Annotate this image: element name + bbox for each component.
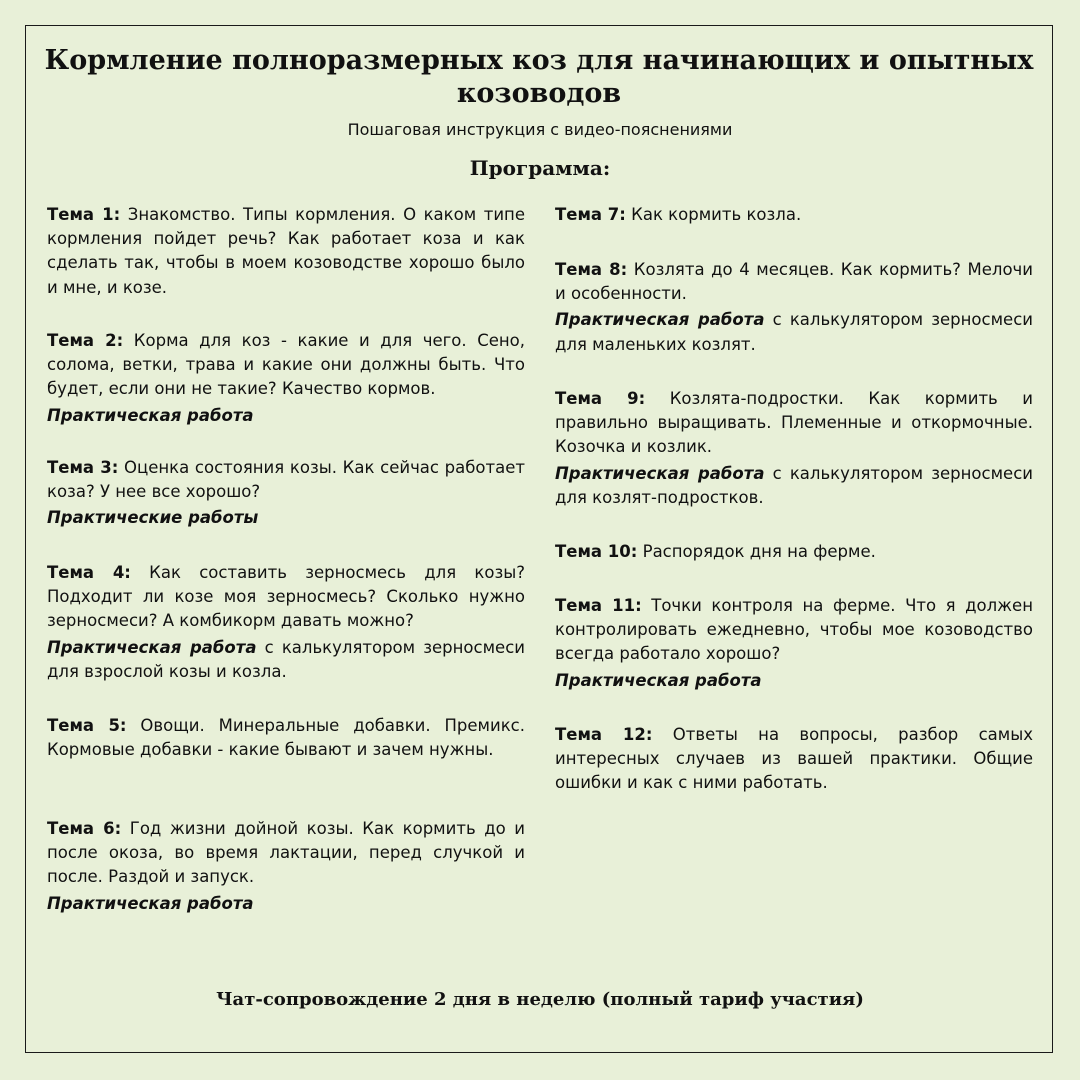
topic-label: Тема 7: (555, 205, 626, 224)
topic-text: Знакомство. Типы кормления. О каком типе кормления пойдет речь? Как работает коза и как сделать так, чтобы в моем козоводстве хорошо было и мне, и козе. (47, 205, 525, 297)
topic-text: Козлята-подростки. Как кормить и правильно выращивать. Племенные и откормочные. Козочка и козлик. (555, 389, 1034, 457)
practice-label: Практическая работа (47, 405, 254, 425)
practice-label: Практические работы (47, 508, 259, 528)
page-subtitle: Пошаговая инструкция с видео-пояснениями (347, 120, 733, 139)
topic-text: Ответы на вопросы, разбор самых интересных случаев из вашей практики. Общие ошибки и как с ними работать. (555, 725, 1034, 793)
topic-text: Точки контроля на ферме. Что я должен контролировать ежедневно, чтобы мое козоводство всегда работало хорошо? (555, 596, 1033, 664)
topic-label: Тема 4: (47, 563, 131, 582)
practice-label: Практическая работа (47, 637, 257, 657)
topic-text: Год жизни дойной козы. Как кормить до и после окоза, во время лактации, перед случкой и после. Раздой и запуск. (47, 819, 526, 887)
topic-practice (555, 308, 1033, 356)
practice-label: Практическая работа (47, 893, 254, 913)
topic-practice (555, 462, 1033, 510)
program-heading: Программа: (469, 156, 611, 180)
topic-7 (555, 203, 1033, 227)
topic-9 (555, 387, 1033, 510)
topic-label: Тема 12: (555, 725, 653, 744)
topic-text: Как кормить козла. (631, 205, 802, 224)
topic-practice (47, 404, 525, 428)
topic-11 (555, 594, 1033, 693)
topic-label: Тема 5: (47, 716, 127, 735)
topic-text: Распорядок дня на ферме. (642, 542, 876, 561)
topic-8 (555, 258, 1033, 357)
topic-text: Козлята до 4 месяцев. Как кормить? Мелочи и особенности. (555, 260, 1034, 304)
topic-label: Тема 9: (555, 389, 646, 408)
topic-text: Корма для коз - какие и для чего. Сено, солома, ветки, трава и какие они должны быть. Что будет, если они не такие? Качество кормов. (47, 331, 526, 399)
topic-practice (47, 506, 525, 530)
topic-4 (47, 561, 525, 684)
practice-label: Практическая работа (555, 670, 762, 690)
topic-practice (47, 892, 525, 916)
topic-label: Тема 3: (47, 458, 119, 477)
topic-10 (555, 540, 1033, 564)
topic-label: Тема 2: (47, 331, 124, 350)
topic-text: Как составить зерносмесь для козы? Подходит ли козе моя зерносмесь? Сколько нужно зерносмеси? А комбикорм давать можно? (47, 563, 525, 631)
topic-2 (47, 329, 525, 428)
practice-label: Практическая работа (555, 463, 765, 483)
practice-label: Практическая работа (555, 310, 765, 330)
practice-text: с калькулятором зерносмеси для маленьких козлят. (555, 310, 1033, 354)
topic-1 (47, 203, 525, 300)
topic-5 (47, 714, 525, 762)
topic-text: Оценка состояния козы. Как сейчас работает коза? У нее все хорошо? (47, 458, 526, 502)
topic-label: Тема 8: (555, 260, 628, 279)
topic-practice (47, 636, 525, 684)
topic-6 (47, 817, 525, 916)
topic-practice (555, 669, 1033, 693)
topic-label: Тема 1: (47, 205, 121, 224)
topic-12 (555, 723, 1033, 796)
topic-label: Тема 6: (47, 819, 122, 838)
topic-label: Тема 11: (555, 596, 642, 615)
topic-text: Овощи. Минеральные добавки. Премикс. Кормовые добавки - какие бывают и зачем нужны. (47, 716, 525, 760)
topic-3 (47, 456, 525, 531)
page-title: Кормление полноразмерных коз для начинающих и опытных козоводов (44, 45, 1034, 109)
footer-note: Чат-сопровождение 2 дня в неделю (полный тариф участия) (216, 989, 864, 1010)
practice-text: с калькулятором зерносмеси для взрослой козы и козла. (47, 637, 525, 681)
practice-text: с калькулятором зерносмеси для козлят-подростков. (555, 463, 1033, 507)
topic-label: Тема 10: (555, 542, 638, 561)
